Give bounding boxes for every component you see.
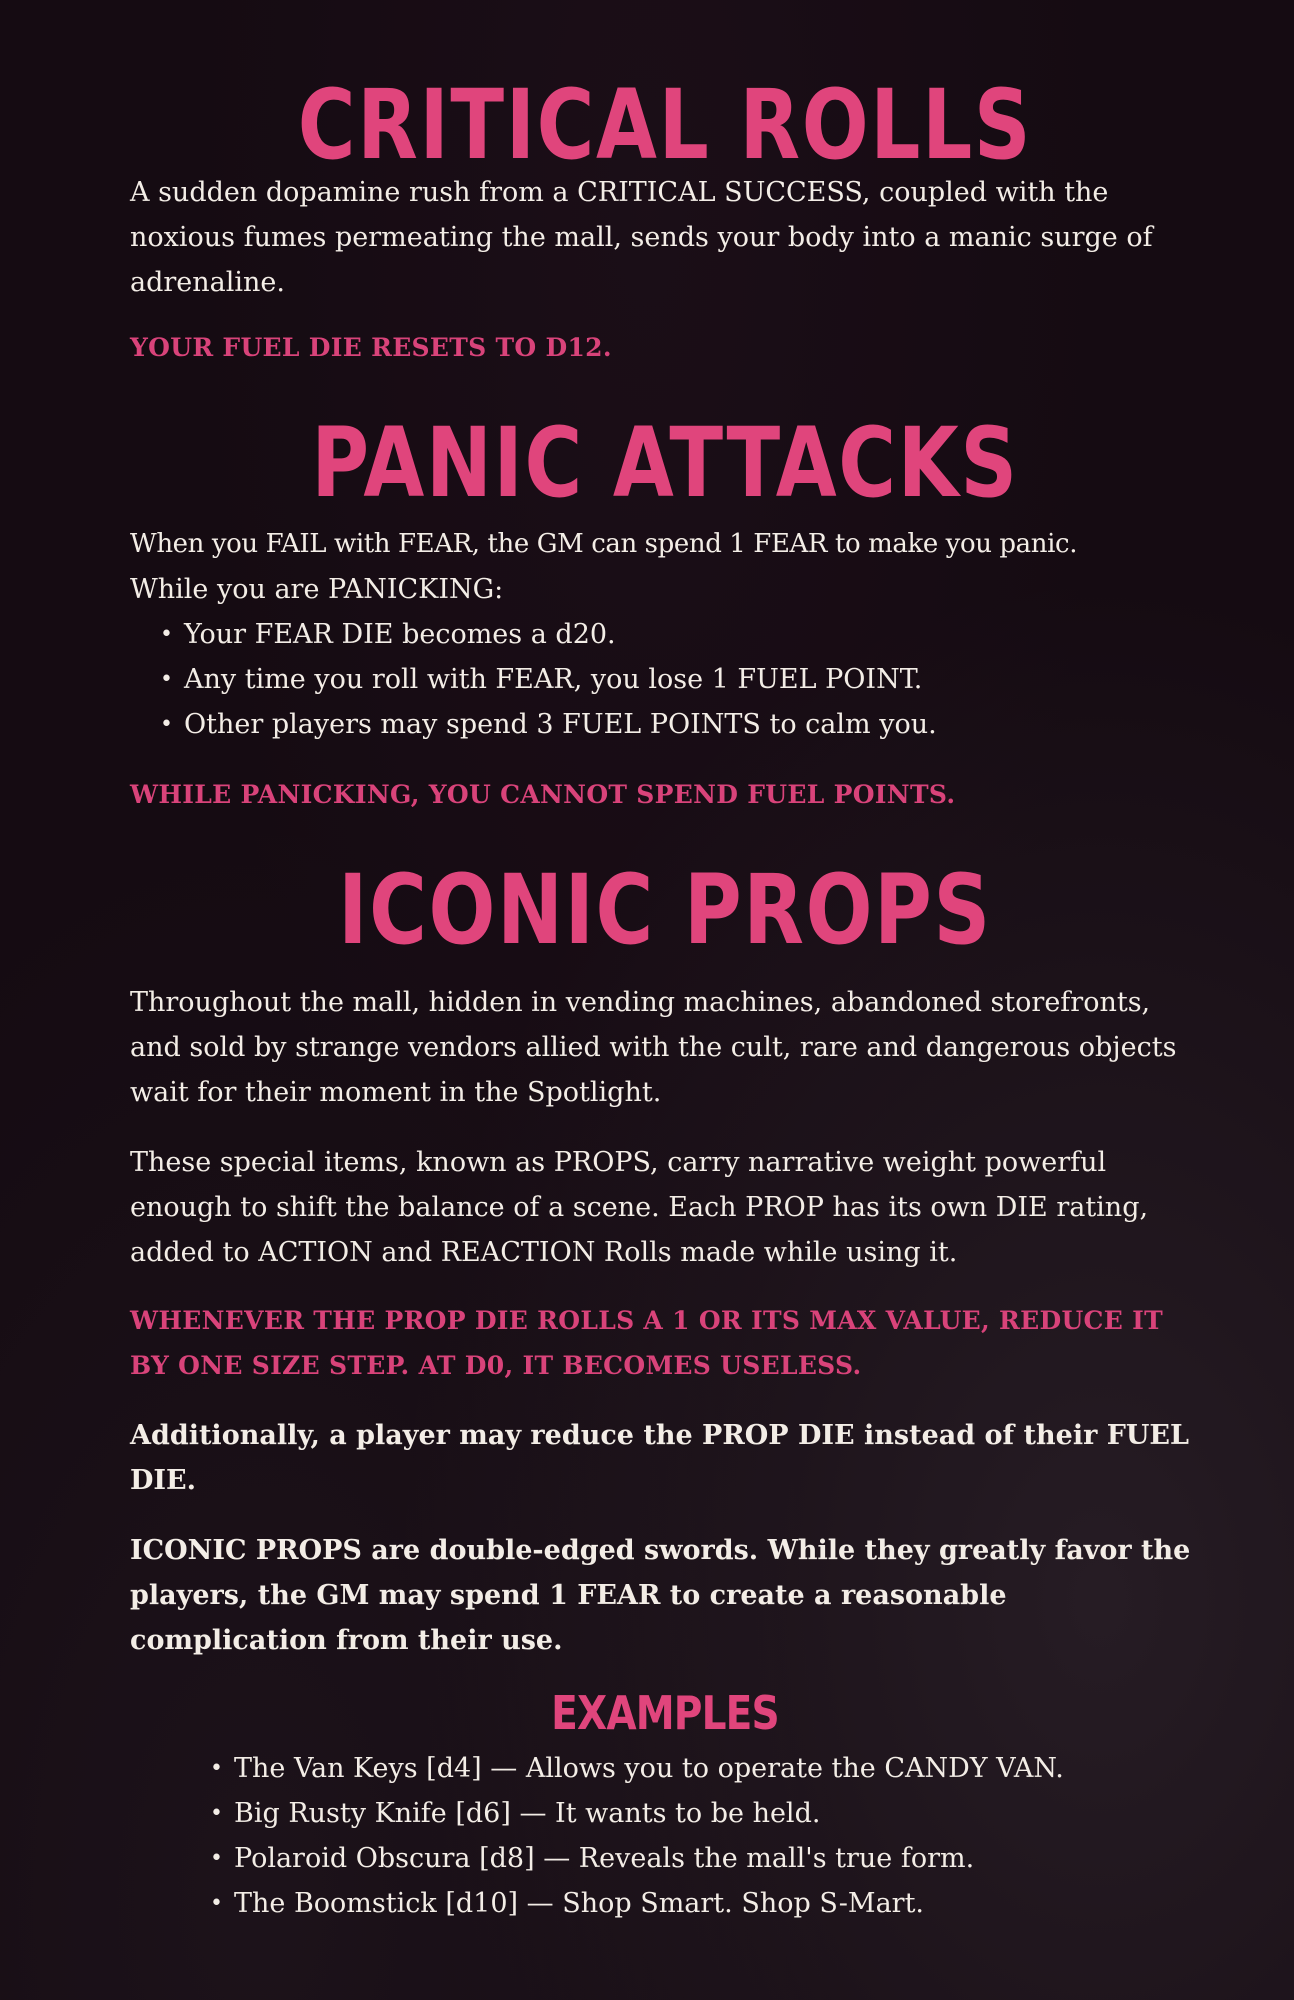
examples-list	[210, 1746, 1064, 1926]
list-item: • Big Rusty Knife [d6] — It wants to be held.	[210, 1791, 1064, 1836]
iconic-props-para1: Throughout the mall, hidden in vending machines, abandoned storefronts, and sold by strange vendors allied with the cult, rare and dangerous objects wait for their moment in the Spotlight.	[130, 987, 1177, 1108]
critical-rolls-rule: YOUR FUEL DIE RESETS TO D12.	[130, 333, 612, 362]
examples-heading: EXAMPLES	[551, 1686, 779, 1740]
iconic-props-para3: Additionally, a player may reduce the PROP DIE instead of their FUEL DIE.	[130, 1420, 1189, 1496]
panic-attacks-heading: PANIC ATTACKS	[311, 407, 1019, 519]
iconic-props-para2: These special items, known as PROPS, carry narrative weight powerful enough to shift the balance of a scene. Each PROP has its own DIE rating, added to ACTION and REACTION Rolls made while using it.	[130, 1147, 1149, 1268]
list-item: • Your FEAR DIE becomes a d20.	[160, 612, 937, 657]
list-item: • Polaroid Obscura [d8] — Reveals the mall's true form.	[210, 1836, 1064, 1881]
iconic-props-para4: ICONIC PROPS are double-edged swords. While they greatly favor the players, the GM may spend 1 FEAR to create a reasonable complication from their use.	[130, 1535, 1191, 1656]
critical-rolls-heading: CRITICAL ROLLS	[297, 69, 1033, 181]
panic-attacks-intro-line2: While you are PANICKING:	[130, 574, 504, 605]
iconic-props-heading: ICONIC PROPS	[338, 854, 992, 966]
panic-attacks-intro-line1: When you FAIL with FEAR, the GM can spend 1 FEAR to make you panic.	[130, 529, 1078, 559]
list-item: • The Van Keys [d4] — Allows you to operate the CANDY VAN.	[210, 1746, 1064, 1791]
critical-rolls-body: A sudden dopamine rush from a CRITICAL SUCCESS, coupled with the noxious fumes permeating the mall, sends your body into a manic surge of adrenaline.	[130, 177, 1153, 298]
panic-attacks-list	[160, 612, 937, 747]
list-item: • Other players may spend 3 FUEL POINTS to calm you.	[160, 702, 937, 747]
iconic-props-rule: WHENEVER THE PROP DIE ROLLS A 1 OR ITS MAX VALUE, REDUCE IT BY ONE SIZE STEP. AT D0, IT BECOMES USELESS.	[130, 1306, 1164, 1380]
list-item: • The Boomstick [d10] — Shop Smart. Shop S-Mart.	[210, 1881, 1064, 1926]
list-item: • Any time you roll with FEAR, you lose 1 FUEL POINT.	[160, 657, 937, 702]
panic-attacks-rule: WHILE PANICKING, YOU CANNOT SPEND FUEL POINTS.	[130, 780, 956, 809]
